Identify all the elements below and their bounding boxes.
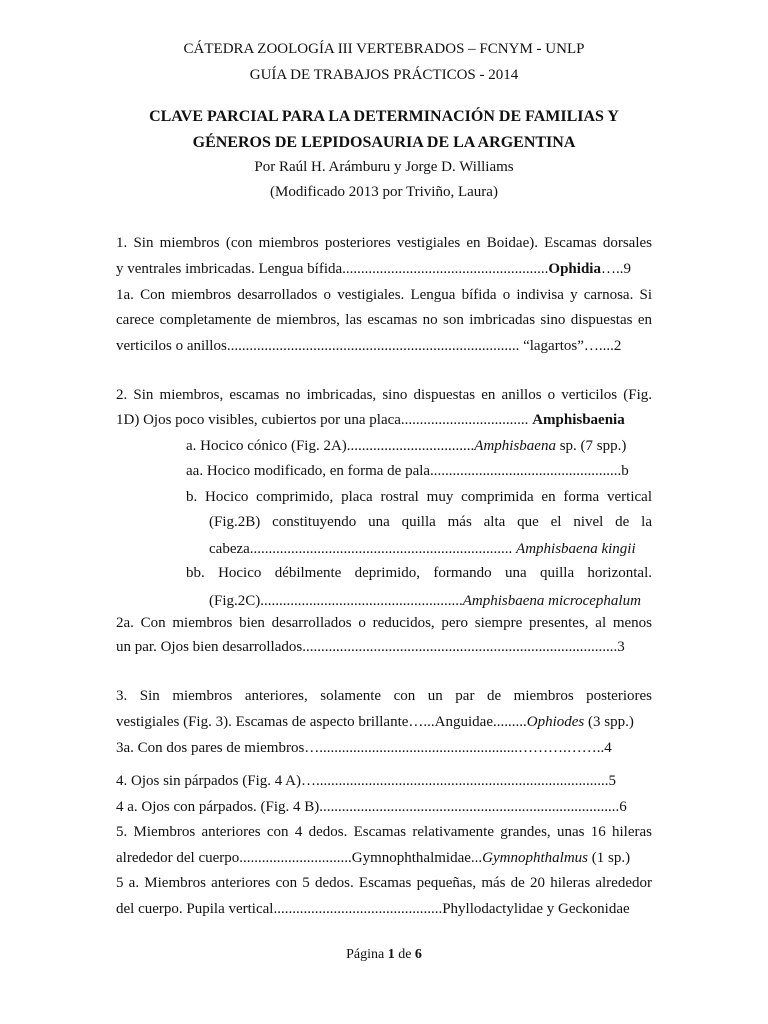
- key-b-line-2: (Fig.2B) constituyendo una quilla más alta que el nivel de la: [209, 514, 652, 530]
- key-1-taxon: Ophidia: [548, 261, 601, 277]
- key-b-line-1: b. Hocico comprimido, placa rostral muy comprimida en forma vertical: [186, 489, 652, 505]
- key-5-spp: (1 sp.): [588, 850, 631, 866]
- key-a-line: [186, 436, 626, 456]
- key-3-text: vestigiales (Fig. 3). Escamas de aspecto brillante…...Anguidae.........: [116, 714, 527, 730]
- page-footer: [0, 947, 768, 963]
- key-4a-line: 4 a. Ojos con párpados. (Fig. 4 B)................................................................................6: [116, 799, 627, 815]
- title-line-2: GÉNEROS DE LEPIDOSAURIA DE LA ARGENTINA: [192, 134, 576, 151]
- key-a-text: a. Hocico cónico (Fig. 2A)..................................: [186, 438, 475, 454]
- footer-separator: de: [394, 947, 415, 962]
- key-5-line-2: [116, 848, 630, 868]
- title-line-1: CLAVE PARCIAL PARA LA DETERMINACIÓN DE FAMILIAS Y: [149, 108, 619, 125]
- key-1a-line-3: verticilos o anillos.............................................................................. “lagartos”…....2: [116, 338, 622, 354]
- key-4-line: 4. Ojos sin párpados (Fig. 4 A)…..............................................................................5: [116, 773, 616, 789]
- key-5-taxon: Gymnophthalmus: [482, 850, 588, 866]
- key-b-taxon: Amphisbaena kingii: [516, 541, 636, 557]
- key-1-lead: …..9: [600, 261, 631, 277]
- key-3a-line: 3a. Con dos pares de miembros….....................................................……….……..4: [116, 740, 612, 756]
- key-2-text: 1D) Ojos poco visibles, cubiertos por una placa..................................: [116, 412, 533, 428]
- key-2-line-2: [116, 410, 625, 430]
- key-1a-line-2: carece completamente de miembros, las escamas no son imbricadas sino dispuestas en: [116, 312, 652, 328]
- key-bb-text: (Fig.2C)......................................................: [209, 593, 463, 609]
- key-1-line-2: [116, 259, 631, 279]
- key-3-taxon: Ophiodes: [526, 714, 585, 730]
- key-2-line-1: 2. Sin miembros, escamas no imbricadas, sino dispuestas en anillos o verticilos (Fig.: [116, 387, 652, 403]
- key-3-line-2: [116, 712, 634, 732]
- key-aa-line: aa. Hocico modificado, en forma de pala...................................................b: [186, 463, 629, 479]
- header-line-1: CÁTEDRA ZOOLOGÍA III VERTEBRADOS – FCNYM - UNLP: [183, 41, 585, 57]
- key-5a-line-2: del cuerpo. Pupila vertical.............................................Phyllodactylidae y Geckonidae: [116, 901, 630, 917]
- key-a-taxon: Amphisbaena: [474, 438, 556, 454]
- key-5-line-1: 5. Miembros anteriores con 4 dedos. Escamas relativamente grandes, unas 16 hileras: [116, 824, 652, 840]
- modified-line: (Modificado 2013 por Triviño, Laura): [270, 184, 498, 200]
- authors-line: Por Raúl H. Arámburu y Jorge D. Williams: [254, 159, 514, 175]
- footer-page-total: 6: [414, 947, 422, 962]
- key-3-spp: (3 spp.): [584, 714, 634, 730]
- key-bb-line-1: bb. Hocico débilmente deprimido, formando una quilla horizontal.: [186, 565, 652, 581]
- footer-prefix: Página: [346, 947, 388, 962]
- key-b-text: cabeza......................................................................: [209, 541, 517, 557]
- key-bb-taxon: Amphisbaena microcephalum: [462, 593, 641, 609]
- header-line-2: GUÍA DE TRABAJOS PRÁCTICOS - 2014: [249, 67, 519, 83]
- key-bb-line-2: [209, 591, 641, 611]
- key-2-taxon: Amphisbaenia: [532, 412, 625, 428]
- key-5-text: alrededor del cuerpo..............................Gymnophthalmidae...: [116, 850, 483, 866]
- key-a-spp: sp. (7 spp.): [555, 438, 627, 454]
- key-2a-line-1: 2a. Con miembros bien desarrollados o reducidos, pero siempre presentes, al menos: [116, 615, 652, 631]
- key-1-text: y ventrales imbricadas. Lengua bífida.......................................................: [116, 261, 549, 277]
- key-1a-line-1: 1a. Con miembros desarrollados o vestigiales. Lengua bífida o indivisa y carnosa. Si: [116, 287, 652, 303]
- key-b-line-3: [209, 539, 636, 559]
- key-3-line-1: 3. Sin miembros anteriores, solamente con un par de miembros posteriores: [116, 688, 652, 704]
- footer-page-number: 1: [387, 947, 395, 962]
- key-1-line-1: 1. Sin miembros (con miembros posteriores vestigiales en Boidae). Escamas dorsales: [116, 235, 652, 251]
- key-5a-line-1: 5 a. Miembros anteriores con 5 dedos. Escamas pequeñas, más de 20 hileras alrededor: [116, 875, 652, 891]
- key-2a-line-2: un par. Ojos bien desarrollados....................................................................................3: [116, 639, 625, 655]
